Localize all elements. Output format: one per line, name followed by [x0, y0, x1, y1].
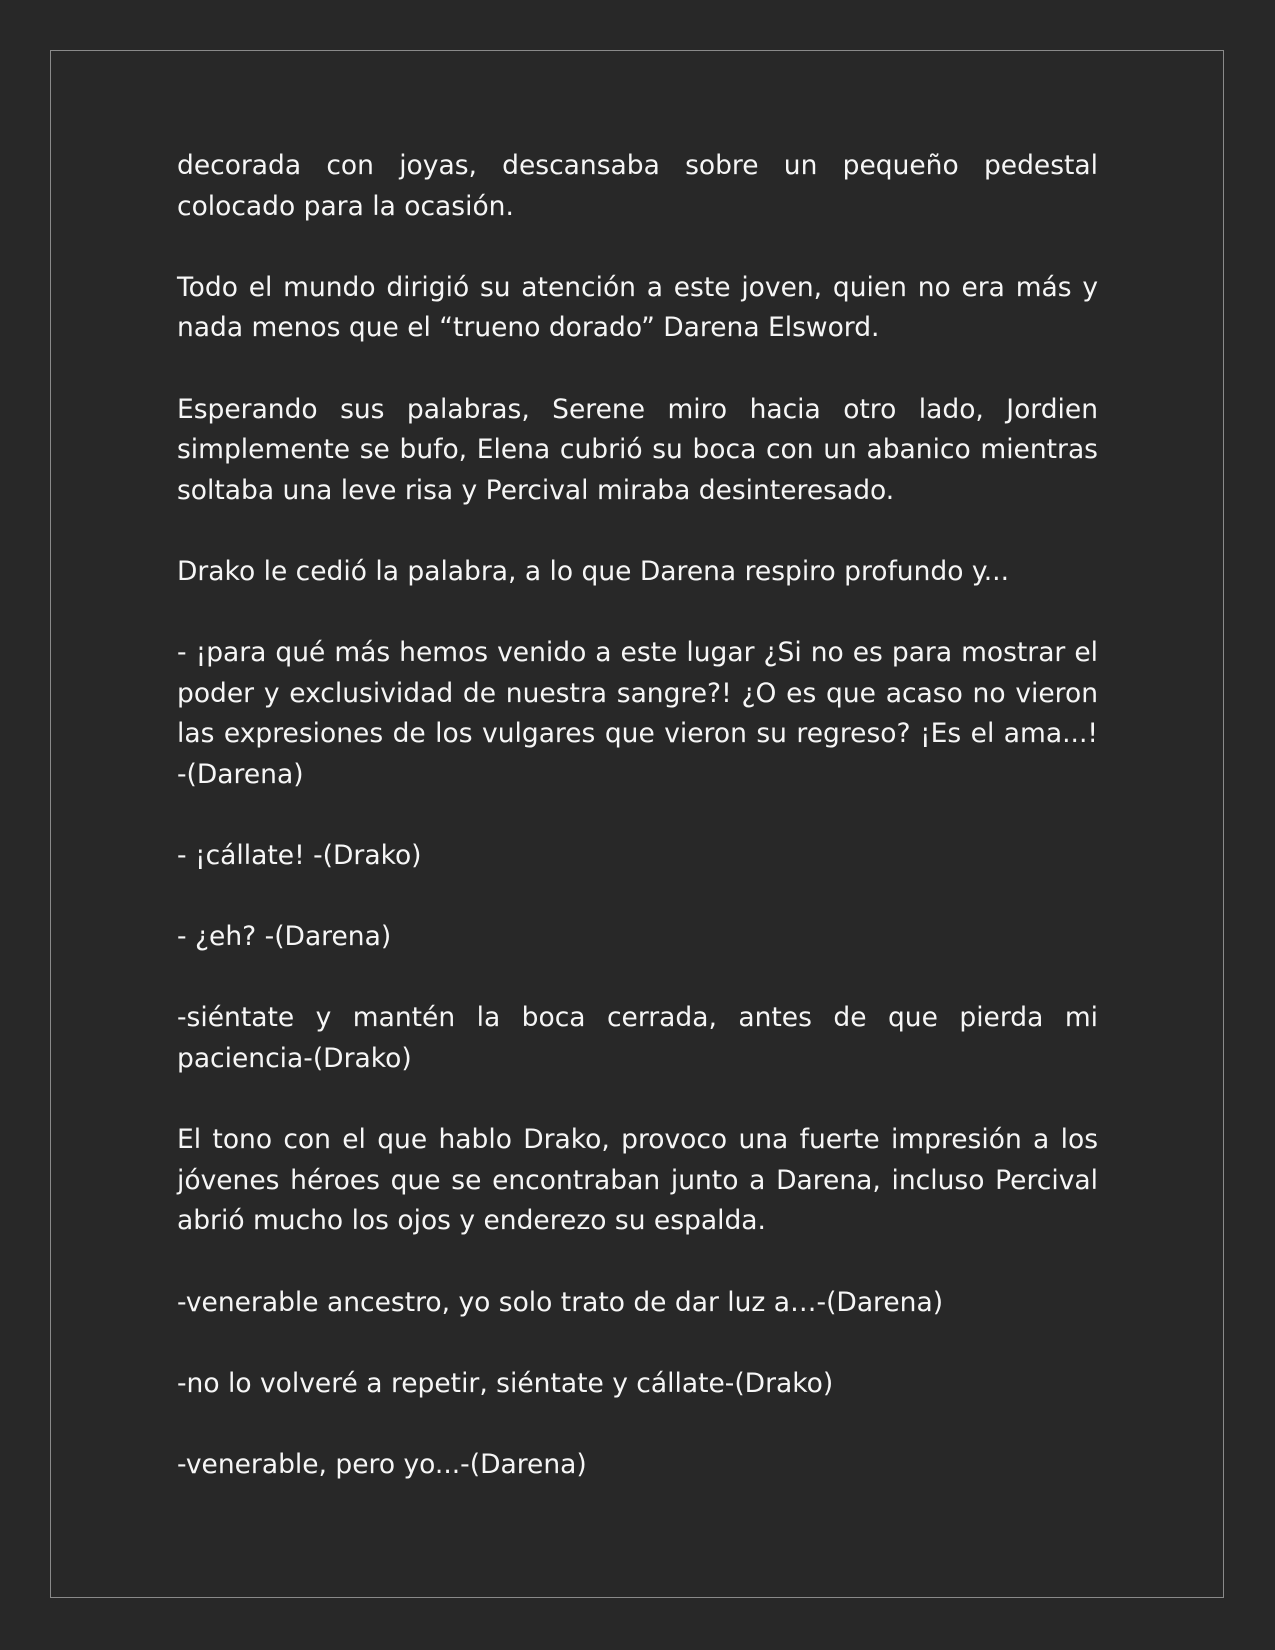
- dialogue-paragraph: -venerable, pero yo...-(Darena): [177, 1449, 587, 1480]
- dialogue-paragraph: - ¿eh? -(Darena): [177, 921, 392, 953]
- dialogue-paragraph: - ¡para qué más hemos venido a este lugar ¿Si no es para mostrar el poder y exclusividad de nuestra sangre?! ¿O es que acaso no vieron las expresiones de los vulgares que vieron su regreso? ¡Es el ama...! -(Darena): [177, 637, 1098, 790]
- paragraph: Esperando sus palabras, Serene miro hacia otro lado, Jordien simplemente se bufo, Elena cubrió su boca con un abanico mientras soltaba una leve risa y Percival miraba desinteresado.: [177, 393, 1098, 506]
- dialogue-paragraph: -no lo volveré a repetir, siéntate y cállate-(Drako): [177, 1367, 834, 1399]
- paragraph: El tono con el que hablo Drako, provoco una fuerte impresión a los jóvenes héroes que se encontraban junto a Darena, incluso Percival abrió mucho los ojos y enderezo su espalda.: [177, 1124, 1098, 1237]
- paragraph: Todo el mundo dirigió su atención a este joven, quien no era más y nada menos que el “trueno dorado” Darena Elsword.: [177, 271, 1098, 344]
- paragraph: decorada con joyas, descansaba sobre un pequeño pedestal colocado para la ocasión.: [177, 150, 1098, 222]
- paragraph: Drako le cedió la palabra, a lo que Darena respiro profundo y...: [177, 555, 1010, 587]
- dialogue-paragraph: -siéntate y mantén la boca cerrada, antes de que pierda mi paciencia-(Drako): [177, 1002, 1098, 1075]
- dialogue-paragraph: -venerable ancestro, yo solo trato de dar luz a…-(Darena): [177, 1286, 944, 1318]
- document-body: [177, 146, 1098, 1486]
- dialogue-paragraph: - ¡cállate! -(Drako): [177, 840, 422, 872]
